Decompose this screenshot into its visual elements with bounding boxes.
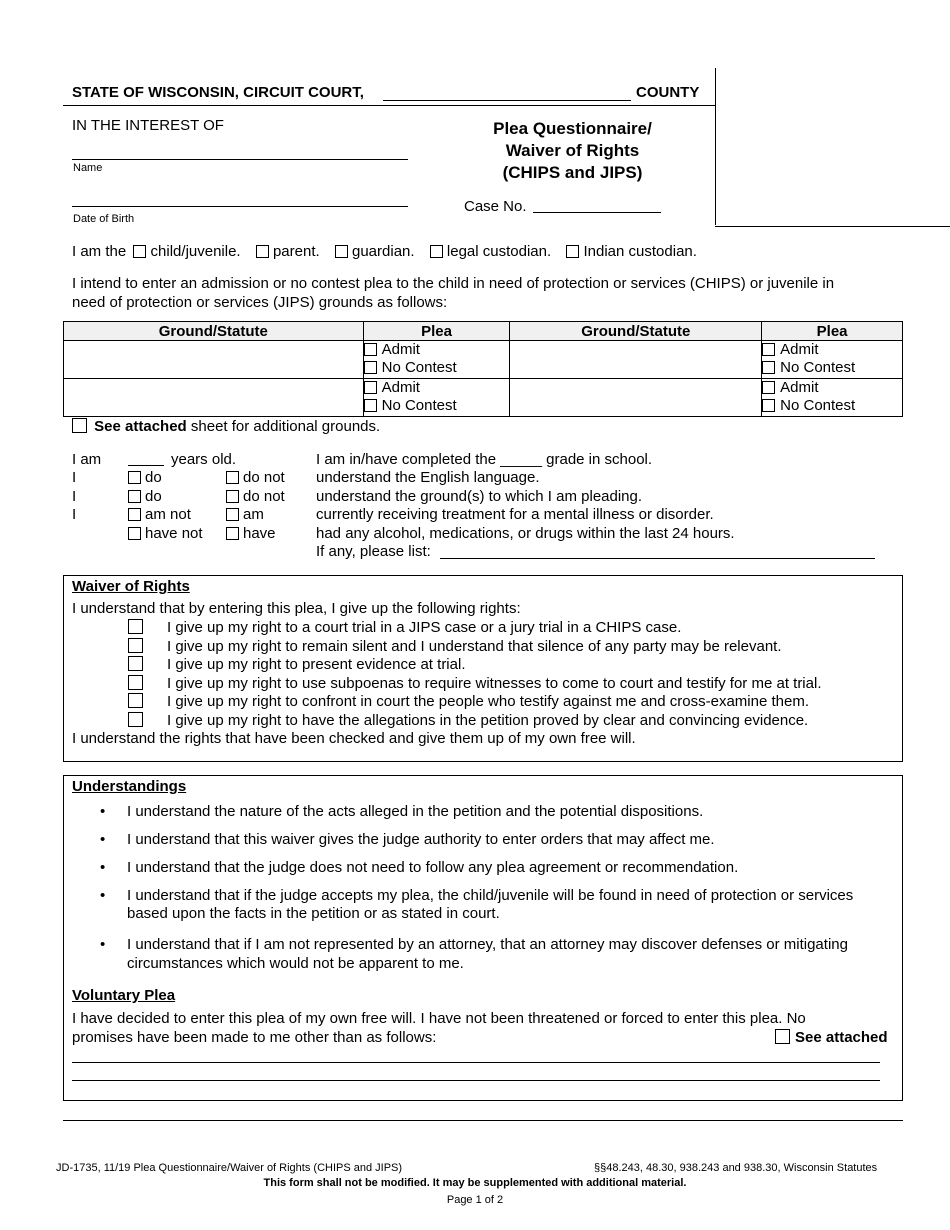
admit-checkbox[interactable] (762, 381, 775, 394)
case-no-label: Case No. (464, 198, 527, 215)
alcohol-text: had any alcohol, medications, or drugs within the last 24 hours. (316, 525, 735, 542)
role-guardian-label: guardian. (352, 243, 415, 260)
voluntary-see-attached-label: See attached (795, 1029, 888, 1046)
role-indian-custodian-label: Indian custodian. (583, 243, 697, 260)
plea-header-2: Plea (762, 322, 903, 341)
voluntary-see-attached (775, 1029, 888, 1046)
footer-statutes: §§48.243, 48.30, 938.243 and 938.30, Wisconsin Statutes (594, 1162, 878, 1174)
voluntary-see-attached-checkbox[interactable] (775, 1029, 790, 1044)
waiver-right-item (128, 619, 681, 636)
ground-cell[interactable] (510, 379, 762, 417)
header-rule (63, 105, 715, 106)
case-no-field[interactable] (533, 212, 661, 213)
grounds-do-not-checkbox[interactable] (226, 490, 239, 503)
title-line-1: Plea Questionnaire/ (493, 119, 652, 138)
role-parent-label: parent. (272, 243, 320, 260)
ground-cell[interactable] (64, 341, 364, 379)
court-prefix: STATE OF WISCONSIN, CIRCUIT COURT, (72, 84, 364, 101)
footer-notice: This form shall not be modified. It may be supplemented with additional material. (263, 1177, 687, 1189)
promises-line-1[interactable] (72, 1062, 880, 1063)
role-guardian-checkbox[interactable] (335, 245, 348, 258)
waiver-right-item (128, 693, 809, 710)
waiver-right-text: I give up my right to remain silent and I understand that silence of any party may be relevant. (167, 638, 782, 655)
role-child-checkbox[interactable] (133, 245, 146, 258)
no-contest-label: No Contest (381, 397, 457, 414)
waiver-intro: I understand that by entering this plea, I give up the following rights: (72, 600, 521, 617)
no-contest-checkbox[interactable] (762, 399, 775, 412)
grounds-header-2: Ground/Statute (510, 322, 762, 341)
bullet-icon: • (100, 831, 106, 848)
bullet-icon: • (100, 803, 106, 820)
waiver-closing: I understand the rights that have been checked and give them up of my own free will. (72, 730, 636, 747)
no-contest-label: No Contest (780, 397, 856, 414)
do-not-label: do not (243, 469, 285, 486)
name-field[interactable] (72, 159, 408, 160)
am-not-label: am not (145, 506, 191, 523)
grounds-understand-text: understand the ground(s) to which I am pleading. (316, 488, 643, 505)
english-text: understand the English language. (316, 469, 540, 486)
waiver-right-text: I give up my right to confront in court the people who testify against me and cross-examine them. (167, 693, 809, 710)
voluntary-plea-text-1: I have decided to enter this plea of my own free will. I have not been threatened or forced to enter this plea. No (72, 1010, 806, 1027)
years-old-label: years old. (171, 451, 237, 468)
admit-label: Admit (381, 379, 420, 396)
waiver-right-checkbox[interactable] (128, 619, 143, 634)
role-prefix: I am the (72, 243, 127, 260)
plea-header-1: Plea (363, 322, 510, 341)
waiver-right-checkbox[interactable] (128, 675, 143, 690)
role-row (72, 243, 697, 260)
waiver-right-text: I give up my right to present evidence at trial. (167, 656, 466, 673)
have-not-label: have not (145, 525, 203, 542)
grounds-do-checkbox[interactable] (128, 490, 141, 503)
alcohol-have-not-checkbox[interactable] (128, 527, 141, 540)
admit-label: Admit (780, 341, 819, 358)
waiver-right-checkbox[interactable] (128, 712, 143, 727)
see-attached-grounds-bold: See attached (94, 418, 187, 435)
no-contest-label: No Contest (780, 359, 856, 376)
admit-label: Admit (780, 379, 819, 396)
footer-rule (63, 1120, 903, 1121)
grounds-do-option (128, 488, 162, 505)
understanding-item: I understand the nature of the acts alleged in the petition and the potential dispositions. (127, 803, 704, 820)
title-line-3: (CHIPS and JIPS) (502, 163, 643, 182)
interest-label: IN THE INTEREST OF (72, 117, 224, 134)
understanding-item: I understand that this waiver gives the judge authority to enter orders that may affect me. (127, 831, 715, 848)
admit-checkbox[interactable] (364, 381, 377, 394)
waiver-right-item (128, 712, 808, 729)
role-legal-custodian-checkbox[interactable] (430, 245, 443, 258)
bullet-icon: • (100, 887, 106, 904)
no-contest-label: No Contest (381, 359, 457, 376)
alcohol-have-checkbox[interactable] (226, 527, 239, 540)
am-label: am (243, 506, 264, 523)
understanding-item-cont: based upon the facts in the petition or as stated in court. (127, 905, 500, 922)
voluntary-plea-title: Voluntary Plea (72, 987, 176, 1004)
school-grade-text: I am in/have completed the _____ grade in school. (316, 451, 653, 468)
waiver-right-text: I give up my right to have the allegations in the petition proved by clear and convincing evidence. (167, 712, 809, 729)
understanding-item: I understand that if the judge accepts my plea, the child/juvenile will be found in need of protection or services (127, 887, 854, 904)
do-not-label: do not (243, 488, 285, 505)
bullet-icon: • (100, 936, 106, 953)
see-attached-grounds-rest: sheet for additional grounds. (190, 418, 381, 435)
understanding-item: I understand that the judge does not need to follow any plea agreement or recommendation. (127, 859, 739, 876)
understanding-item-cont: circumstances which would not be apparent to me. (127, 955, 464, 972)
alcohol-have-not-option (128, 525, 203, 542)
i-label: I (72, 488, 77, 505)
admit-checkbox[interactable] (364, 343, 377, 356)
dob-field[interactable] (72, 206, 408, 207)
header-bottom-rule (715, 226, 950, 227)
treatment-am-option (226, 506, 264, 523)
english-do-checkbox[interactable] (128, 471, 141, 484)
footer-form-id: JD-1735, 11/19 Plea Questionnaire/Waiver of Rights (CHIPS and JIPS) (56, 1162, 403, 1174)
intent-text-1: I intend to enter an admission or no contest plea to the child in need of protection or services (CHIPS) or juvenile in (72, 275, 835, 292)
role-legal-custodian-label: legal custodian. (446, 243, 552, 260)
admit-label: Admit (381, 341, 420, 358)
english-do-not-option (226, 469, 285, 486)
role-indian-custodian-checkbox[interactable] (566, 245, 579, 258)
name-label: Name (73, 162, 103, 174)
ground-cell[interactable] (510, 341, 762, 379)
form-title (420, 118, 725, 184)
footer-page-number: Page 1 of 2 (446, 1194, 504, 1206)
see-attached-grounds-row (72, 418, 380, 435)
substances-list-field[interactable] (440, 558, 875, 559)
waiver-right-text: I give up my right to a court trial in a JIPS case or a jury trial in a CHIPS case. (167, 619, 682, 636)
i-am-label: I am (72, 451, 102, 468)
understanding-item: I understand that if I am not represented by an attorney, that an attorney may discover defenses or mitigating (127, 936, 848, 953)
treatment-am-not-checkbox[interactable] (128, 508, 141, 521)
dob-label: Date of Birth (73, 213, 135, 225)
county-label: COUNTY (636, 84, 700, 101)
admit-checkbox[interactable] (762, 343, 775, 356)
waiver-right-item (128, 675, 822, 692)
do-label: do (145, 488, 162, 505)
waiver-right-item (128, 656, 465, 673)
english-do-option (128, 469, 162, 486)
no-contest-checkbox[interactable] (364, 361, 377, 374)
plea-cell (363, 341, 510, 379)
age-field[interactable] (128, 465, 164, 466)
do-label: do (145, 469, 162, 486)
grounds-do-not-option (226, 488, 285, 505)
waiver-right-checkbox[interactable] (128, 638, 143, 653)
intent-text-2: need of protection or services (JIPS) grounds as follows: (72, 294, 448, 311)
have-label: have (243, 525, 276, 542)
if-any-label: If any, please list: (316, 543, 431, 560)
grounds-table (63, 321, 903, 417)
plea-cell (762, 341, 903, 379)
plea-cell (762, 379, 903, 417)
county-name-field[interactable] (383, 100, 631, 101)
alcohol-have-option (226, 525, 276, 542)
bullet-icon: • (100, 859, 106, 876)
role-parent-checkbox[interactable] (256, 245, 269, 258)
waiver-right-checkbox[interactable] (128, 693, 143, 708)
treatment-am-not-option (128, 506, 191, 523)
see-attached-grounds-checkbox[interactable] (72, 418, 87, 433)
no-contest-checkbox[interactable] (364, 399, 377, 412)
treatment-text: currently receiving treatment for a mental illness or disorder. (316, 506, 714, 523)
ground-cell[interactable] (64, 379, 364, 417)
role-child-label: child/juvenile. (150, 243, 241, 260)
treatment-am-checkbox[interactable] (226, 508, 239, 521)
i-label: I (72, 506, 77, 523)
grounds-header-1: Ground/Statute (64, 322, 364, 341)
voluntary-plea-text-2: promises have been made to me other than as follows: (72, 1029, 437, 1046)
waiver-right-text: I give up my right to use subpoenas to require witnesses to come to court and testify for me at trial. (167, 675, 822, 692)
promises-line-2[interactable] (72, 1080, 880, 1081)
plea-cell (363, 379, 510, 417)
i-label: I (72, 469, 77, 486)
understandings-title: Understandings (72, 778, 187, 795)
waiver-title: Waiver of Rights (72, 578, 190, 595)
english-do-not-checkbox[interactable] (226, 471, 239, 484)
waiver-right-checkbox[interactable] (128, 656, 143, 671)
waiver-right-item (128, 638, 782, 655)
no-contest-checkbox[interactable] (762, 361, 775, 374)
title-line-2: Waiver of Rights (505, 141, 640, 160)
